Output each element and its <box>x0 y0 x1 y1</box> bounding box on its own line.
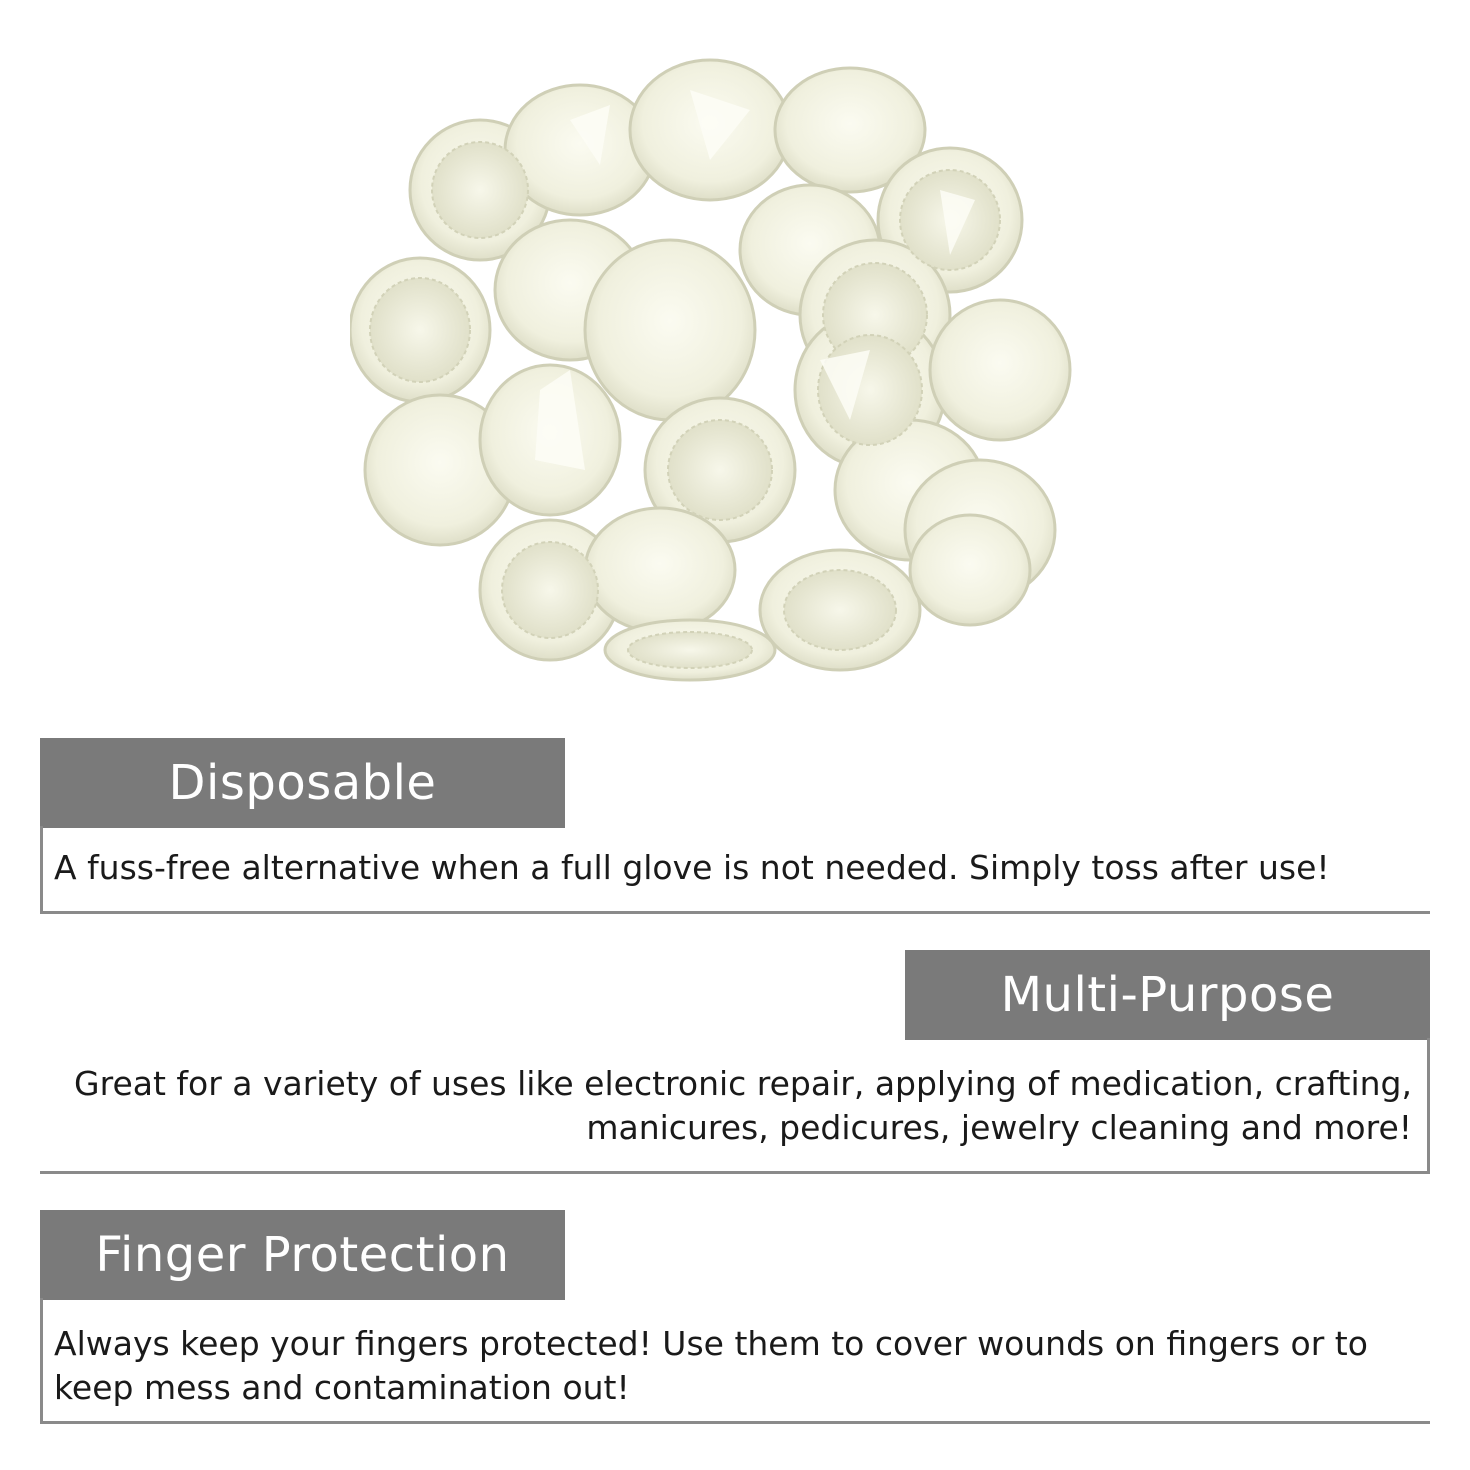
section-title: Finger Protection <box>40 1210 565 1300</box>
section-text: Great for a variety of uses like electronic repair, applying of medication, crafting, manicures, pedicures, jewelry cleaning and more! <box>74 1064 1412 1147</box>
section-text: Always keep your fingers protected! Use them to cover wounds on fingers or to keep mess and contamination out! <box>54 1324 1368 1407</box>
section-disposable <box>40 738 1430 918</box>
section-title: Multi-Purpose <box>905 950 1430 1040</box>
section-finger-protection <box>40 1210 1430 1426</box>
finger-cots-pile-icon <box>350 50 1080 690</box>
section-title: Disposable <box>40 738 565 828</box>
section-text: A fuss-free alternative when a full glove is not needed. Simply toss after use! <box>54 848 1330 887</box>
section-multi-purpose <box>40 950 1430 1176</box>
